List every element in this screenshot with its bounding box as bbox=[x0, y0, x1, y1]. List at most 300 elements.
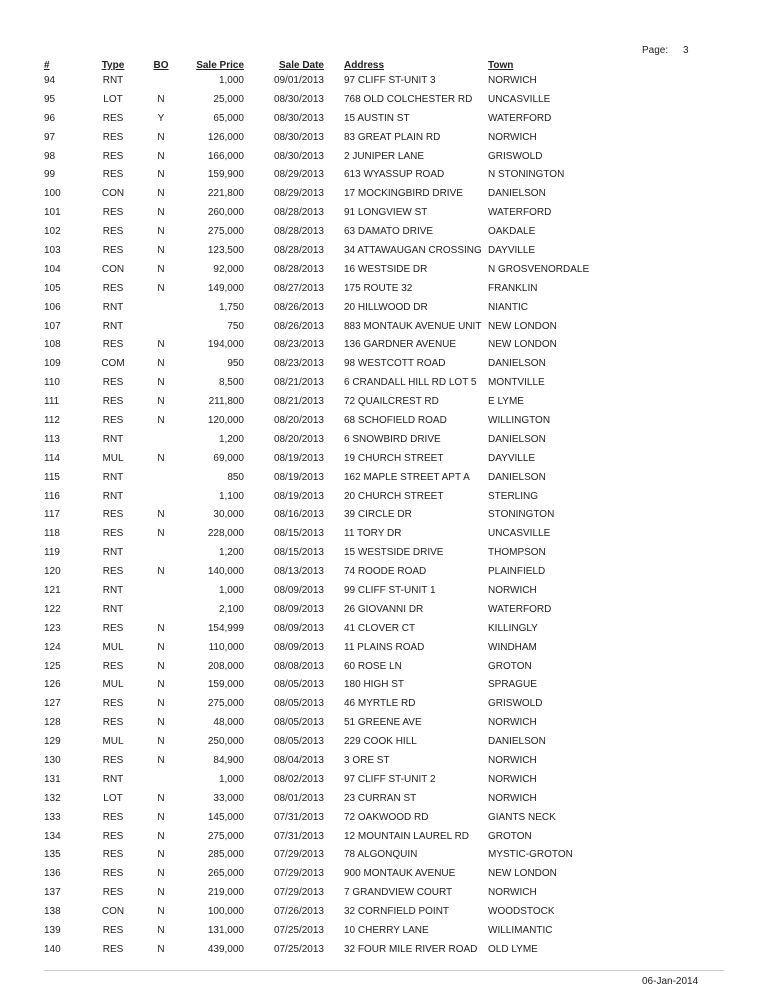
row-town: UNCASVILLE bbox=[488, 528, 551, 540]
row-sale-price: 265,000 bbox=[207, 868, 244, 880]
row-town: GRISWOLD bbox=[488, 698, 543, 710]
row-sale-price: 1,750 bbox=[218, 301, 244, 313]
row-sale-date: 08/05/2013 bbox=[273, 736, 324, 748]
table-row bbox=[44, 505, 592, 524]
row-number: 136 bbox=[44, 868, 61, 880]
table-row bbox=[44, 713, 592, 732]
table-row bbox=[44, 524, 592, 543]
page-number: 3 bbox=[683, 45, 689, 56]
row-sale-date: 08/28/2013 bbox=[273, 207, 324, 219]
row-number: 117 bbox=[44, 509, 60, 521]
row-town: DANIELSON bbox=[488, 358, 546, 370]
row-sale-price: 250,000 bbox=[207, 736, 244, 748]
row-address: 883 MONTAUK AVENUE UNIT bbox=[344, 320, 482, 332]
row-type: RES bbox=[102, 169, 124, 181]
row-number: 101 bbox=[44, 207, 61, 219]
row-town: MONTVILLE bbox=[488, 377, 545, 389]
row-bo: N bbox=[157, 396, 165, 408]
row-type: RNT bbox=[102, 433, 124, 445]
table-row bbox=[44, 864, 592, 883]
row-town: NORWICH bbox=[488, 74, 537, 86]
column-gap bbox=[324, 524, 344, 543]
row-bo: N bbox=[157, 641, 165, 653]
row-sale-price: 154,999 bbox=[207, 622, 244, 634]
column-gap bbox=[324, 770, 344, 789]
row-address: 17 MOCKINGBIRD DRIVE bbox=[344, 188, 463, 200]
column-gap bbox=[324, 902, 344, 921]
row-bo: N bbox=[157, 736, 165, 748]
row-type: RNT bbox=[102, 320, 124, 332]
table-row bbox=[44, 902, 592, 921]
row-town: WATERFORD bbox=[488, 112, 552, 124]
row-address: 6 SNOWBIRD DRIVE bbox=[344, 433, 441, 445]
table-row bbox=[44, 808, 592, 827]
row-address: 15 AUSTIN ST bbox=[344, 112, 410, 124]
row-bo bbox=[142, 581, 180, 600]
column-gap bbox=[324, 222, 344, 241]
column-gap bbox=[324, 562, 344, 581]
table-row bbox=[44, 921, 592, 940]
row-sale-price: 285,000 bbox=[207, 849, 244, 861]
row-sale-date: 08/04/2013 bbox=[273, 755, 324, 766]
row-bo: N bbox=[157, 169, 165, 181]
row-number: 100 bbox=[44, 188, 61, 200]
row-number: 109 bbox=[44, 358, 61, 370]
row-address: 41 CLOVER CT bbox=[344, 622, 416, 634]
row-address: 99 CLIFF ST-UNIT 1 bbox=[344, 584, 436, 596]
row-number: 104 bbox=[44, 263, 61, 275]
row-sale-date: 07/29/2013 bbox=[273, 849, 324, 861]
row-number: 133 bbox=[44, 811, 61, 823]
row-bo: N bbox=[157, 131, 165, 143]
row-sale-price: 221,800 bbox=[207, 188, 244, 200]
row-sale-price: 123,500 bbox=[207, 244, 244, 256]
row-sale-date: 07/29/2013 bbox=[273, 887, 324, 899]
column-gap bbox=[324, 165, 344, 184]
row-address: 23 CURRAN ST bbox=[344, 792, 417, 804]
row-type: MUL bbox=[102, 679, 124, 691]
row-sale-price: 145,000 bbox=[207, 811, 244, 823]
row-number: 124 bbox=[44, 641, 61, 653]
row-type: MUL bbox=[102, 641, 124, 653]
table-row bbox=[44, 71, 592, 90]
table-header-row bbox=[44, 56, 592, 71]
column-header-town: Town bbox=[488, 60, 514, 71]
row-town: STONINGTON bbox=[488, 509, 555, 521]
row-bo: N bbox=[157, 906, 165, 918]
column-gap bbox=[324, 203, 344, 222]
row-town: GROTON bbox=[488, 660, 532, 672]
row-sale-price: 439,000 bbox=[207, 943, 244, 955]
row-sale-date: 08/28/2013 bbox=[273, 244, 324, 256]
row-type: RES bbox=[102, 755, 124, 766]
table-row bbox=[44, 373, 592, 392]
row-sale-price: 1,000 bbox=[218, 74, 244, 86]
row-address: 63 DAMATO DRIVE bbox=[344, 226, 434, 238]
table-row bbox=[44, 335, 592, 354]
row-sale-date: 08/29/2013 bbox=[273, 169, 324, 181]
column-gap bbox=[324, 808, 344, 827]
table-row bbox=[44, 354, 592, 373]
table-row bbox=[44, 789, 592, 808]
row-number: 111 bbox=[44, 396, 60, 408]
row-number: 110 bbox=[44, 377, 60, 389]
table-row bbox=[44, 90, 592, 109]
row-bo bbox=[142, 770, 180, 789]
column-gap bbox=[324, 619, 344, 638]
column-header-address: Address bbox=[344, 60, 385, 71]
row-address: 72 QUAILCREST RD bbox=[344, 396, 439, 408]
row-address: 78 ALGONQUIN bbox=[344, 849, 418, 861]
row-sale-date: 08/30/2013 bbox=[273, 131, 324, 143]
row-bo: N bbox=[157, 414, 165, 426]
column-gap bbox=[324, 940, 344, 959]
row-address: 60 ROSE LN bbox=[344, 660, 402, 672]
row-number: 132 bbox=[44, 792, 61, 804]
row-sale-date: 08/15/2013 bbox=[273, 547, 324, 559]
row-address: 768 OLD COLCHESTER RD bbox=[344, 93, 473, 105]
row-sale-price: 1,200 bbox=[218, 433, 244, 445]
row-sale-price: 8,500 bbox=[218, 377, 244, 389]
row-town: PLAINFIELD bbox=[488, 566, 546, 578]
row-sale-date: 08/28/2013 bbox=[273, 226, 324, 238]
row-address: 20 HILLWOOD DR bbox=[344, 301, 428, 313]
row-bo: N bbox=[157, 528, 165, 540]
row-sale-price: 228,000 bbox=[207, 528, 244, 540]
column-gap bbox=[324, 713, 344, 732]
row-town: WOODSTOCK bbox=[488, 906, 555, 918]
column-gap bbox=[324, 354, 344, 373]
row-type: RES bbox=[102, 339, 124, 351]
row-town: WILLIMANTIC bbox=[488, 925, 553, 937]
row-bo: N bbox=[157, 358, 165, 370]
row-address: 136 GARDNER AVENUE bbox=[344, 339, 457, 351]
row-town: SPRAGUE bbox=[488, 679, 537, 691]
row-bo: N bbox=[157, 282, 165, 294]
row-bo bbox=[142, 430, 180, 449]
row-sale-price: 1,000 bbox=[218, 584, 244, 596]
table-row bbox=[44, 732, 592, 751]
row-sale-price: 48,000 bbox=[213, 717, 244, 729]
table-row bbox=[44, 241, 592, 260]
row-bo: N bbox=[157, 792, 165, 804]
row-sale-price: 1,200 bbox=[218, 547, 244, 559]
column-gap bbox=[324, 846, 344, 865]
row-number: 126 bbox=[44, 679, 61, 691]
row-number: 115 bbox=[44, 471, 60, 483]
row-sale-date: 07/29/2013 bbox=[273, 868, 324, 880]
row-sale-date: 08/05/2013 bbox=[273, 698, 324, 710]
row-bo: N bbox=[157, 887, 165, 899]
row-sale-date: 08/15/2013 bbox=[273, 528, 324, 540]
row-sale-date: 07/31/2013 bbox=[273, 811, 324, 823]
row-number: 103 bbox=[44, 244, 61, 256]
row-address: 74 ROODE ROAD bbox=[344, 566, 427, 578]
table-row bbox=[44, 940, 592, 959]
row-type: RNT bbox=[102, 471, 124, 483]
column-gap bbox=[324, 883, 344, 902]
row-town: GRISWOLD bbox=[488, 150, 543, 162]
row-type: MUL bbox=[102, 736, 124, 748]
row-number: 127 bbox=[44, 698, 61, 710]
row-sale-price: 84,900 bbox=[213, 755, 244, 766]
row-town: GIANTS NECK bbox=[488, 811, 556, 823]
row-town: NORWICH bbox=[488, 755, 537, 766]
row-bo: N bbox=[157, 811, 165, 823]
row-bo: N bbox=[157, 660, 165, 672]
row-address: 97 CLIFF ST-UNIT 2 bbox=[344, 773, 436, 785]
row-town: FRANKLIN bbox=[488, 282, 538, 294]
row-sale-date: 08/29/2013 bbox=[273, 188, 324, 200]
row-sale-price: 33,000 bbox=[213, 792, 244, 804]
row-address: 175 ROUTE 32 bbox=[344, 282, 413, 294]
row-type: LOT bbox=[103, 792, 123, 804]
table-row bbox=[44, 430, 592, 449]
row-bo: N bbox=[157, 566, 165, 578]
row-number: 131 bbox=[44, 773, 61, 785]
table-row bbox=[44, 751, 592, 770]
row-address: 39 CIRCLE DR bbox=[344, 509, 412, 521]
row-type: RNT bbox=[102, 603, 124, 615]
table-row bbox=[44, 562, 592, 581]
row-type: RES bbox=[102, 509, 124, 521]
table-row bbox=[44, 676, 592, 695]
row-type: RES bbox=[102, 622, 124, 634]
row-sale-date: 08/05/2013 bbox=[273, 679, 324, 691]
row-address: 83 GREAT PLAIN RD bbox=[344, 131, 441, 143]
row-address: 11 PLAINS ROAD bbox=[344, 641, 425, 653]
column-gap bbox=[324, 335, 344, 354]
row-type: RES bbox=[102, 396, 124, 408]
row-number: 95 bbox=[44, 93, 56, 105]
row-type: RES bbox=[102, 660, 124, 672]
row-town: NORWICH bbox=[488, 773, 537, 785]
row-number: 120 bbox=[44, 566, 61, 578]
row-type: CON bbox=[101, 188, 125, 200]
table-row bbox=[44, 147, 592, 166]
row-number: 140 bbox=[44, 943, 61, 955]
row-number: 107 bbox=[44, 320, 61, 332]
row-number: 105 bbox=[44, 282, 61, 294]
row-sale-date: 08/01/2013 bbox=[273, 792, 324, 804]
row-bo: N bbox=[157, 263, 165, 275]
row-address: 7 GRANDVIEW COURT bbox=[344, 887, 453, 899]
row-type: RES bbox=[102, 528, 124, 540]
row-address: 19 CHURCH STREET bbox=[344, 452, 444, 464]
row-bo: N bbox=[157, 339, 165, 351]
row-type: RES bbox=[102, 698, 124, 710]
row-town: NIANTIC bbox=[488, 301, 528, 313]
table-row bbox=[44, 694, 592, 713]
table-row bbox=[44, 165, 592, 184]
column-gap bbox=[324, 373, 344, 392]
row-sale-price: 166,000 bbox=[207, 150, 244, 162]
row-address: 229 COOK HILL bbox=[344, 736, 417, 748]
footer-date: 06-Jan-2014 bbox=[642, 976, 699, 987]
row-sale-price: 126,000 bbox=[207, 131, 244, 143]
row-address: 91 LONGVIEW ST bbox=[344, 207, 428, 219]
row-sale-price: 92,000 bbox=[213, 263, 244, 275]
row-sale-price: 275,000 bbox=[207, 830, 244, 842]
row-number: 113 bbox=[44, 433, 60, 445]
row-number: 116 bbox=[44, 490, 60, 502]
row-number: 122 bbox=[44, 603, 61, 615]
row-number: 125 bbox=[44, 660, 61, 672]
row-sale-price: 149,000 bbox=[207, 282, 244, 294]
row-type: RES bbox=[102, 717, 124, 729]
row-type: LOT bbox=[103, 93, 123, 105]
row-address: 11 TORY DR bbox=[344, 528, 402, 540]
row-sale-price: 219,000 bbox=[207, 887, 244, 899]
row-bo: N bbox=[157, 244, 165, 256]
column-gap bbox=[324, 505, 344, 524]
row-type: RES bbox=[102, 131, 124, 143]
row-number: 99 bbox=[44, 169, 56, 181]
row-bo bbox=[142, 71, 180, 90]
row-type: RES bbox=[102, 150, 124, 162]
table-row bbox=[44, 827, 592, 846]
table-row bbox=[44, 543, 592, 562]
row-type: COM bbox=[101, 358, 125, 370]
table-row bbox=[44, 657, 592, 676]
row-bo: N bbox=[157, 188, 165, 200]
row-number: 130 bbox=[44, 755, 61, 766]
table-row bbox=[44, 846, 592, 865]
row-bo: N bbox=[157, 207, 165, 219]
table-row bbox=[44, 600, 592, 619]
row-bo: Y bbox=[157, 112, 165, 124]
column-gap bbox=[324, 638, 344, 657]
table-row bbox=[44, 184, 592, 203]
row-town: N STONINGTON bbox=[488, 169, 565, 181]
row-town: OAKDALE bbox=[488, 226, 536, 238]
row-town: OLD LYME bbox=[488, 943, 538, 955]
column-gap bbox=[324, 921, 344, 940]
row-town: NORWICH bbox=[488, 887, 537, 899]
row-address: 98 WESTCOTT ROAD bbox=[344, 358, 446, 370]
row-sale-date: 08/19/2013 bbox=[273, 452, 324, 464]
row-sale-price: 850 bbox=[227, 471, 244, 483]
row-sale-price: 2,100 bbox=[218, 603, 244, 615]
table-row bbox=[44, 411, 592, 430]
table-row bbox=[44, 298, 592, 317]
row-sale-date: 08/26/2013 bbox=[273, 301, 324, 313]
row-number: 138 bbox=[44, 906, 61, 918]
table-row bbox=[44, 392, 592, 411]
column-gap bbox=[324, 827, 344, 846]
row-town: WILLINGTON bbox=[488, 414, 551, 426]
row-bo bbox=[142, 543, 180, 562]
row-sale-date: 07/25/2013 bbox=[273, 925, 324, 937]
row-sale-date: 08/23/2013 bbox=[273, 339, 324, 351]
row-sale-date: 08/26/2013 bbox=[273, 320, 324, 332]
row-number: 135 bbox=[44, 849, 61, 861]
row-number: 128 bbox=[44, 717, 61, 729]
row-address: 6 CRANDALL HILL RD LOT 5 bbox=[344, 377, 477, 389]
row-sale-price: 159,000 bbox=[207, 679, 244, 691]
column-gap bbox=[324, 109, 344, 128]
table-row bbox=[44, 449, 592, 468]
row-sale-date: 08/30/2013 bbox=[273, 150, 324, 162]
row-sale-date: 08/09/2013 bbox=[273, 603, 324, 615]
column-gap bbox=[324, 392, 344, 411]
row-town: MYSTIC-GROTON bbox=[488, 849, 573, 861]
row-address: 26 GIOVANNI DR bbox=[344, 603, 424, 615]
table-row bbox=[44, 619, 592, 638]
row-town: DANIELSON bbox=[488, 471, 546, 483]
row-type: RES bbox=[102, 244, 124, 256]
sales-table bbox=[44, 56, 592, 959]
table-row bbox=[44, 128, 592, 147]
row-type: RES bbox=[102, 887, 124, 899]
row-sale-price: 1,100 bbox=[218, 490, 244, 502]
row-bo bbox=[142, 600, 180, 619]
row-address: 34 ATTAWAUGAN CROSSING bbox=[344, 244, 482, 256]
row-town: WINDHAM bbox=[488, 641, 537, 653]
column-gap bbox=[324, 90, 344, 109]
row-bo: N bbox=[157, 755, 165, 766]
row-sale-price: 120,000 bbox=[207, 414, 244, 426]
column-gap bbox=[324, 543, 344, 562]
row-type: RES bbox=[102, 566, 124, 578]
table-row bbox=[44, 883, 592, 902]
row-number: 96 bbox=[44, 112, 56, 124]
row-bo: N bbox=[157, 830, 165, 842]
row-type: RNT bbox=[102, 584, 124, 596]
row-sale-price: 131,000 bbox=[207, 925, 244, 937]
row-type: RES bbox=[102, 207, 124, 219]
row-sale-date: 08/30/2013 bbox=[273, 112, 324, 124]
column-header-type: Type bbox=[101, 60, 125, 71]
row-bo: N bbox=[157, 150, 165, 162]
row-town: NORWICH bbox=[488, 717, 537, 729]
row-address: 12 MOUNTAIN LAUREL RD bbox=[344, 830, 470, 842]
row-type: RES bbox=[102, 112, 124, 124]
row-town: KILLINGLY bbox=[488, 622, 538, 634]
row-number: 102 bbox=[44, 226, 61, 238]
row-number: 139 bbox=[44, 925, 61, 937]
column-header-number: # bbox=[44, 60, 50, 71]
row-bo: N bbox=[157, 849, 165, 861]
row-bo bbox=[142, 468, 180, 487]
row-type: MUL bbox=[102, 452, 124, 464]
row-sale-date: 08/09/2013 bbox=[273, 584, 324, 596]
column-gap bbox=[324, 487, 344, 506]
column-gap bbox=[324, 449, 344, 468]
column-gap bbox=[324, 581, 344, 600]
row-sale-date: 08/08/2013 bbox=[273, 660, 324, 672]
row-sale-price: 260,000 bbox=[207, 207, 244, 219]
column-gap bbox=[324, 411, 344, 430]
row-sale-date: 08/28/2013 bbox=[273, 263, 324, 275]
footer-divider bbox=[44, 970, 724, 971]
table-row bbox=[44, 487, 592, 506]
row-town: NEW LONDON bbox=[488, 868, 557, 880]
row-town: DAYVILLE bbox=[488, 244, 536, 256]
row-number: 129 bbox=[44, 736, 61, 748]
row-address: 20 CHURCH STREET bbox=[344, 490, 444, 502]
row-type: RES bbox=[102, 849, 124, 861]
row-sale-price: 194,000 bbox=[207, 339, 244, 351]
row-town: DANIELSON bbox=[488, 433, 546, 445]
row-address: 32 FOUR MILE RIVER ROAD bbox=[344, 943, 478, 955]
row-sale-date: 08/19/2013 bbox=[273, 490, 324, 502]
row-bo: N bbox=[157, 717, 165, 729]
row-town: N GROSVENORDALE bbox=[488, 263, 590, 275]
row-bo: N bbox=[157, 622, 165, 634]
row-sale-price: 65,000 bbox=[213, 112, 244, 124]
row-town: THOMPSON bbox=[488, 547, 546, 559]
